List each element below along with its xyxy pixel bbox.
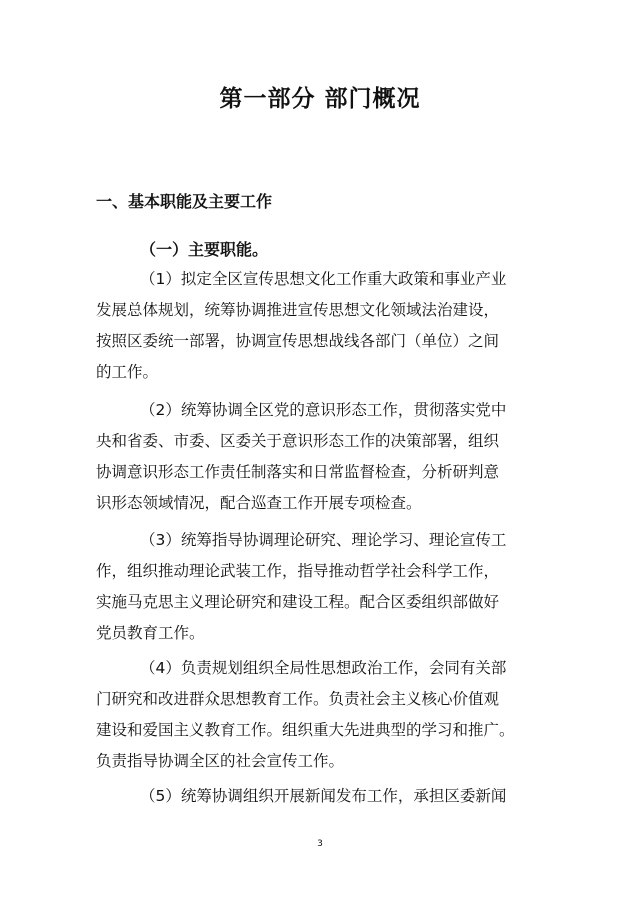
subsection-heading: （一）主要职能。: [140, 240, 269, 259]
paragraph-line: 门研究和改进群众思想教育工作。负责社会主义核心价值观: [96, 690, 500, 708]
page-title: 第一部分 部门概况: [219, 86, 421, 112]
paragraph-line: 作，组织推动理论武装工作，指导推动哲学社会科学工作，: [96, 562, 500, 580]
paragraph-line: 协调意识形态工作责任制落实和日常监督检查，分析研判意: [96, 463, 500, 481]
paragraph-line: （1）拟定全区宣传思想文化工作重大政策和事业产业: [140, 270, 507, 288]
section-heading: 一、基本职能及主要工作: [96, 192, 273, 211]
paragraph-line: 的工作。: [96, 363, 159, 381]
paragraph-line: （5）统筹协调组织开展新闻发布工作，承担区委新闻: [140, 787, 507, 805]
paragraph-line: 实施马克思主义理论研究和建设工程。配合区委组织部做好: [96, 593, 500, 611]
paragraph-line: （2）统筹协调全区党的意识形态工作，贯彻落实党中: [140, 401, 507, 419]
paragraph-line: 建设和爱国主义教育工作。组织重大先进典型的学习和推广。: [96, 721, 515, 739]
paragraph-line: （3）统筹指导协调理论研究、理论学习、理论宣传工: [140, 531, 507, 549]
paragraph-5: [96, 781, 552, 812]
paragraph-line: 党员教育工作。: [96, 624, 205, 642]
paragraph-4: [96, 653, 552, 777]
paragraph-line: 央和省委、市委、区委关于意识形态工作的决策部署，组织: [96, 432, 500, 450]
paragraph-2: [96, 395, 552, 519]
paragraph-line: 识形态领域情况，配合巡查工作开展专项检查。: [96, 494, 422, 512]
page-number: 3: [317, 839, 323, 849]
paragraph-3: [96, 525, 552, 649]
paragraph-1: [96, 264, 552, 388]
paragraph-line: 负责指导协调全区的社会宣传工作。: [96, 752, 345, 770]
paragraph-line: （4）负责规划组织全局性思想政治工作，会同有关部: [140, 659, 507, 677]
paragraph-line: 按照区委统一部署，协调宣传思想战线各部门（单位）之间: [96, 332, 500, 350]
paragraph-line: 发展总体规划，统筹协调推进宣传思想文化领域法治建设，: [96, 301, 500, 319]
